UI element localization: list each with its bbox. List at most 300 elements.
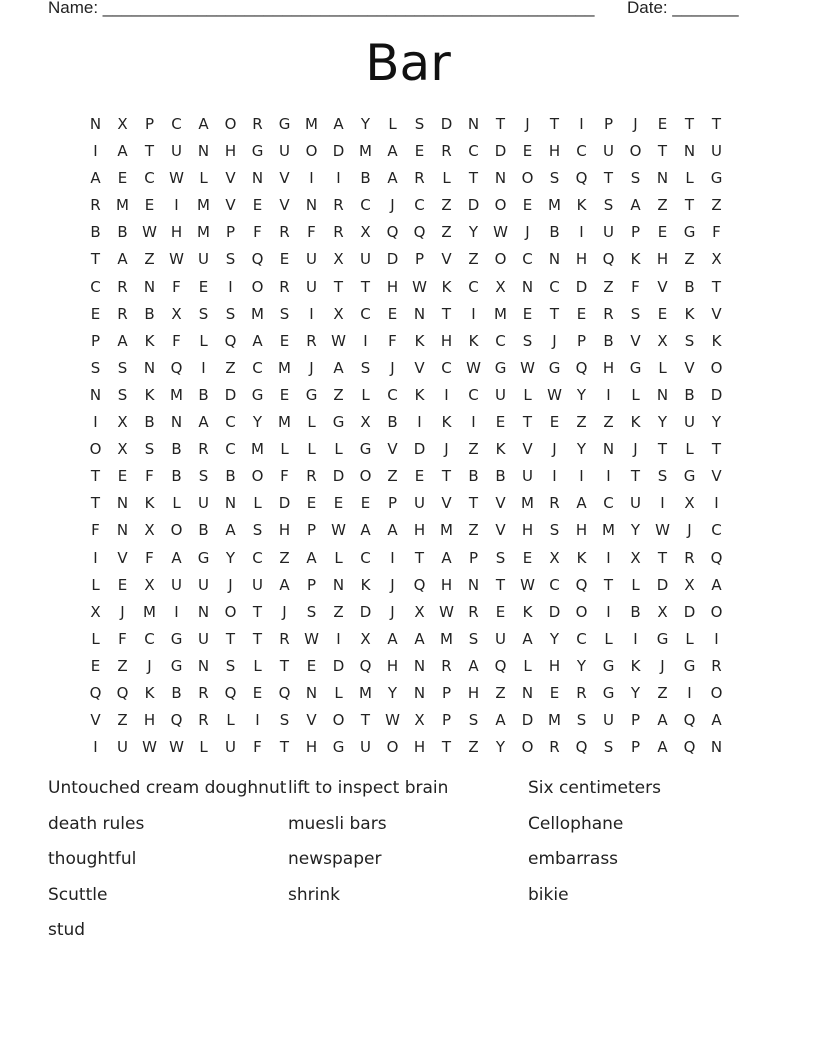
grid-letter[interactable]: G — [602, 656, 615, 675]
grid-letter[interactable]: V — [225, 196, 236, 215]
grid-letter[interactable]: I — [714, 629, 719, 648]
grid-letter[interactable]: U — [117, 738, 128, 757]
grid-letter[interactable]: Z — [468, 250, 479, 269]
grid-letter[interactable]: U — [198, 575, 209, 594]
grid-letter[interactable]: I — [606, 602, 611, 621]
grid-letter[interactable]: P — [144, 115, 155, 133]
grid-letter[interactable]: R — [252, 115, 263, 133]
grid-letter[interactable]: O — [629, 142, 642, 161]
grid-letter[interactable]: G — [710, 169, 723, 188]
grid-letter[interactable]: O — [170, 521, 183, 540]
grid-letter[interactable]: I — [579, 467, 584, 486]
grid-letter[interactable]: K — [468, 331, 479, 350]
grid-letter[interactable]: A — [171, 548, 182, 567]
grid-letter[interactable]: K — [495, 440, 506, 459]
grid-letter[interactable]: G — [197, 548, 210, 567]
grid-letter[interactable]: Z — [711, 196, 722, 215]
grid-letter[interactable]: F — [172, 277, 181, 296]
grid-letter[interactable]: Y — [387, 683, 398, 702]
grid-letter[interactable]: U — [684, 413, 695, 432]
grid-letter[interactable]: U — [414, 494, 425, 513]
grid-letter[interactable]: E — [144, 196, 155, 215]
grid-letter[interactable]: E — [117, 575, 128, 594]
grid-letter[interactable]: M — [197, 196, 210, 215]
grid-letter[interactable]: A — [90, 169, 101, 188]
grid-letter[interactable]: U — [360, 738, 371, 757]
grid-letter[interactable]: Y — [225, 548, 236, 567]
grid-letter[interactable]: R — [279, 629, 290, 648]
grid-letter[interactable]: N — [197, 602, 210, 621]
grid-letter[interactable]: I — [552, 467, 557, 486]
grid-letter[interactable]: Z — [117, 711, 128, 730]
grid-letter[interactable]: D — [278, 494, 291, 513]
grid-letter[interactable]: Y — [576, 385, 587, 404]
grid-letter[interactable]: G — [683, 467, 696, 486]
grid-letter[interactable]: I — [417, 413, 422, 432]
grid-letter[interactable]: S — [603, 196, 614, 215]
grid-letter[interactable]: L — [172, 494, 181, 513]
grid-letter[interactable]: P — [630, 711, 641, 730]
grid-letter[interactable]: E — [495, 602, 506, 621]
grid-letter[interactable]: C — [360, 304, 371, 323]
grid-letter[interactable]: B — [198, 385, 209, 404]
grid-letter[interactable]: A — [387, 169, 398, 188]
grid-letter[interactable]: K — [360, 575, 371, 594]
grid-letter[interactable]: Q — [683, 711, 696, 730]
grid-letter[interactable]: V — [711, 304, 722, 323]
grid-letter[interactable]: H — [305, 738, 318, 757]
grid-letter[interactable]: M — [170, 385, 183, 404]
grid-letter[interactable]: K — [414, 331, 425, 350]
grid-letter[interactable]: Q — [494, 656, 507, 675]
grid-letter[interactable]: O — [359, 467, 372, 486]
grid-letter[interactable]: J — [525, 223, 530, 242]
grid-letter[interactable]: A — [306, 548, 317, 567]
grid-letter[interactable]: I — [93, 142, 98, 161]
grid-letter[interactable]: T — [90, 494, 101, 513]
grid-letter[interactable]: J — [633, 440, 638, 459]
grid-letter[interactable]: Z — [333, 385, 344, 404]
grid-letter[interactable]: E — [90, 304, 101, 323]
grid-letter[interactable]: C — [576, 142, 587, 161]
grid-letter[interactable]: T — [279, 738, 290, 757]
grid-letter[interactable]: F — [91, 521, 100, 540]
grid-letter[interactable]: X — [171, 304, 182, 323]
grid-letter[interactable]: T — [684, 115, 695, 133]
grid-letter[interactable]: L — [307, 413, 316, 432]
grid-letter[interactable]: H — [602, 358, 615, 377]
grid-letter[interactable]: G — [332, 738, 345, 757]
grid-letter[interactable]: V — [306, 711, 317, 730]
grid-letter[interactable]: E — [90, 656, 101, 675]
grid-letter[interactable]: K — [576, 196, 587, 215]
grid-letter[interactable]: T — [441, 467, 452, 486]
grid-letter[interactable]: R — [279, 223, 290, 242]
grid-letter[interactable]: N — [494, 169, 507, 188]
grid-letter[interactable]: R — [603, 304, 614, 323]
grid-letter[interactable]: O — [710, 683, 723, 702]
grid-letter[interactable]: Z — [603, 277, 614, 296]
grid-letter[interactable]: K — [576, 548, 587, 567]
grid-letter[interactable]: M — [278, 413, 291, 432]
grid-letter[interactable]: A — [468, 656, 479, 675]
grid-letter[interactable]: J — [228, 575, 233, 594]
grid-letter[interactable]: W — [142, 223, 157, 242]
grid-letter[interactable]: E — [657, 304, 668, 323]
grid-letter[interactable]: A — [360, 521, 371, 540]
grid-letter[interactable]: L — [280, 440, 289, 459]
grid-letter[interactable]: K — [144, 385, 155, 404]
grid-letter[interactable]: M — [494, 304, 507, 323]
grid-letter[interactable]: Y — [549, 629, 560, 648]
grid-letter[interactable]: N — [656, 169, 669, 188]
grid-letter[interactable]: Y — [360, 115, 371, 133]
grid-letter[interactable]: X — [333, 304, 344, 323]
grid-letter[interactable]: U — [171, 575, 182, 594]
grid-letter[interactable]: U — [360, 250, 371, 269]
grid-letter[interactable]: W — [331, 521, 346, 540]
grid-letter[interactable]: E — [117, 169, 128, 188]
grid-letter[interactable]: Z — [468, 440, 479, 459]
grid-letter[interactable]: X — [684, 575, 695, 594]
grid-letter[interactable]: J — [633, 115, 638, 133]
grid-letter[interactable]: D — [413, 440, 426, 459]
grid-letter[interactable]: E — [198, 277, 209, 296]
grid-letter[interactable]: N — [413, 304, 426, 323]
grid-letter[interactable]: U — [522, 467, 533, 486]
grid-letter[interactable]: N — [656, 385, 669, 404]
grid-letter[interactable]: W — [466, 358, 481, 377]
grid-letter[interactable]: Q — [386, 223, 399, 242]
grid-letter[interactable]: B — [630, 602, 641, 621]
grid-letter[interactable]: Z — [144, 250, 155, 269]
grid-letter[interactable]: T — [711, 277, 722, 296]
grid-letter[interactable]: T — [414, 548, 425, 567]
grid-letter[interactable]: S — [657, 467, 668, 486]
grid-letter[interactable]: A — [198, 413, 209, 432]
grid-letter[interactable]: Y — [630, 683, 641, 702]
grid-letter[interactable]: E — [549, 413, 560, 432]
grid-letter[interactable]: T — [252, 629, 263, 648]
grid-letter[interactable]: C — [252, 358, 263, 377]
grid-letter[interactable]: W — [412, 277, 427, 296]
grid-letter[interactable]: B — [603, 331, 614, 350]
grid-letter[interactable]: Q — [170, 711, 183, 730]
grid-letter[interactable]: W — [142, 738, 157, 757]
grid-letter[interactable]: N — [602, 440, 615, 459]
grid-letter[interactable]: G — [656, 629, 669, 648]
grid-letter[interactable]: S — [225, 250, 236, 269]
grid-letter[interactable]: O — [224, 602, 237, 621]
grid-letter[interactable]: D — [656, 575, 669, 594]
grid-letter[interactable]: I — [93, 738, 98, 757]
grid-letter[interactable]: G — [251, 142, 264, 161]
grid-letter[interactable]: E — [495, 413, 506, 432]
grid-letter[interactable]: N — [116, 494, 129, 513]
grid-letter[interactable]: U — [306, 250, 317, 269]
grid-letter[interactable]: L — [388, 115, 397, 133]
grid-letter[interactable]: U — [495, 629, 506, 648]
grid-letter[interactable]: Z — [441, 223, 452, 242]
grid-letter[interactable]: E — [279, 250, 290, 269]
grid-letter[interactable]: S — [576, 711, 587, 730]
grid-letter[interactable]: V — [279, 196, 290, 215]
grid-letter[interactable]: R — [549, 494, 560, 513]
grid-letter[interactable]: X — [414, 602, 425, 621]
grid-letter[interactable]: D — [548, 602, 561, 621]
grid-letter[interactable]: U — [603, 223, 614, 242]
grid-letter[interactable]: X — [711, 250, 722, 269]
grid-letter[interactable]: E — [522, 142, 533, 161]
grid-letter[interactable]: P — [468, 548, 479, 567]
grid-letter[interactable]: L — [226, 711, 235, 730]
grid-letter[interactable]: Z — [333, 602, 344, 621]
grid-letter[interactable]: K — [144, 683, 155, 702]
grid-letter[interactable]: T — [360, 277, 371, 296]
grid-letter[interactable]: R — [198, 711, 209, 730]
grid-letter[interactable]: F — [307, 223, 316, 242]
grid-letter[interactable]: E — [306, 656, 317, 675]
grid-letter[interactable]: U — [306, 277, 317, 296]
grid-letter[interactable]: P — [225, 223, 236, 242]
grid-letter[interactable]: V — [684, 358, 695, 377]
grid-letter[interactable]: T — [657, 440, 668, 459]
grid-letter[interactable]: P — [603, 115, 614, 133]
grid-letter[interactable]: K — [630, 413, 641, 432]
grid-letter[interactable]: S — [468, 711, 479, 730]
grid-letter[interactable]: X — [360, 629, 371, 648]
grid-letter[interactable]: S — [117, 358, 128, 377]
grid-letter[interactable]: V — [90, 711, 101, 730]
grid-letter[interactable]: X — [495, 277, 506, 296]
grid-letter[interactable]: Q — [224, 331, 237, 350]
grid-letter[interactable]: B — [90, 223, 101, 242]
grid-letter[interactable]: X — [684, 494, 695, 513]
grid-letter[interactable]: G — [629, 358, 642, 377]
grid-letter[interactable]: D — [683, 602, 696, 621]
grid-letter[interactable]: X — [360, 413, 371, 432]
grid-letter[interactable]: U — [711, 142, 722, 161]
grid-letter[interactable]: M — [359, 683, 372, 702]
grid-letter[interactable]: D — [440, 115, 453, 133]
grid-letter[interactable]: C — [171, 115, 182, 133]
grid-letter[interactable]: B — [144, 304, 155, 323]
grid-letter[interactable]: C — [549, 277, 560, 296]
grid-letter[interactable]: F — [118, 629, 127, 648]
grid-letter[interactable]: H — [224, 142, 237, 161]
grid-letter[interactable]: I — [255, 711, 260, 730]
grid-letter[interactable]: M — [305, 115, 318, 133]
grid-letter[interactable]: E — [333, 494, 344, 513]
grid-letter[interactable]: U — [225, 738, 236, 757]
grid-letter[interactable]: W — [520, 575, 535, 594]
grid-letter[interactable]: T — [495, 115, 506, 133]
grid-letter[interactable]: V — [522, 440, 533, 459]
grid-letter[interactable]: K — [144, 494, 155, 513]
grid-letter[interactable]: U — [603, 142, 614, 161]
grid-letter[interactable]: L — [442, 169, 451, 188]
grid-letter[interactable]: T — [252, 602, 263, 621]
grid-letter[interactable]: P — [306, 575, 317, 594]
grid-letter[interactable]: J — [552, 331, 557, 350]
grid-letter[interactable]: Z — [684, 250, 695, 269]
grid-letter[interactable]: A — [198, 115, 209, 133]
grid-letter[interactable]: X — [144, 575, 155, 594]
grid-letter[interactable]: S — [414, 115, 425, 133]
grid-letter[interactable]: U — [252, 575, 263, 594]
grid-letter[interactable]: J — [390, 358, 395, 377]
grid-letter[interactable]: A — [711, 711, 722, 730]
grid-letter[interactable]: L — [631, 575, 640, 594]
grid-letter[interactable]: I — [579, 115, 584, 133]
grid-letter[interactable]: N — [332, 575, 345, 594]
grid-letter[interactable]: G — [602, 683, 615, 702]
grid-letter[interactable]: Z — [387, 467, 398, 486]
grid-letter[interactable]: R — [711, 656, 722, 675]
grid-letter[interactable]: J — [147, 656, 152, 675]
grid-letter[interactable]: S — [684, 331, 695, 350]
grid-letter[interactable]: R — [333, 223, 344, 242]
grid-letter[interactable]: Q — [575, 358, 588, 377]
grid-letter[interactable]: T — [279, 656, 290, 675]
grid-letter[interactable]: M — [143, 602, 156, 621]
grid-letter[interactable]: T — [90, 467, 101, 486]
grid-letter[interactable]: P — [90, 331, 101, 350]
grid-letter[interactable]: U — [603, 711, 614, 730]
grid-letter[interactable]: I — [390, 548, 395, 567]
grid-letter[interactable]: R — [198, 683, 209, 702]
grid-letter[interactable]: T — [441, 304, 452, 323]
grid-letter[interactable]: E — [306, 494, 317, 513]
grid-letter[interactable]: Z — [279, 548, 290, 567]
grid-letter[interactable]: V — [117, 548, 128, 567]
grid-letter[interactable]: Z — [468, 738, 479, 757]
grid-letter[interactable]: Y — [576, 656, 587, 675]
grid-letter[interactable]: S — [495, 548, 506, 567]
grid-letter[interactable]: E — [360, 494, 371, 513]
grid-letter[interactable]: F — [280, 467, 289, 486]
grid-letter[interactable]: F — [253, 223, 262, 242]
grid-letter[interactable]: E — [657, 223, 668, 242]
grid-letter[interactable]: I — [228, 277, 233, 296]
grid-letter[interactable]: Q — [116, 683, 129, 702]
grid-letter[interactable]: Q — [170, 358, 183, 377]
grid-letter[interactable]: U — [279, 142, 290, 161]
grid-letter[interactable]: V — [657, 277, 668, 296]
grid-letter[interactable]: J — [309, 358, 314, 377]
grid-letter[interactable]: F — [712, 223, 721, 242]
grid-letter[interactable]: L — [685, 169, 694, 188]
grid-letter[interactable]: A — [225, 521, 236, 540]
grid-letter[interactable]: L — [334, 548, 343, 567]
grid-letter[interactable]: I — [336, 629, 341, 648]
grid-letter[interactable]: T — [603, 575, 614, 594]
grid-letter[interactable]: T — [684, 196, 695, 215]
grid-letter[interactable]: O — [710, 602, 723, 621]
grid-letter[interactable]: C — [576, 629, 587, 648]
grid-letter[interactable]: M — [548, 196, 561, 215]
grid-letter[interactable]: Q — [224, 683, 237, 702]
grid-letter[interactable]: L — [523, 656, 532, 675]
grid-letter[interactable]: Q — [575, 575, 588, 594]
grid-letter[interactable]: T — [549, 115, 560, 133]
grid-letter[interactable]: S — [252, 521, 263, 540]
grid-letter[interactable]: P — [630, 223, 641, 242]
grid-letter[interactable]: O — [224, 115, 237, 133]
grid-letter[interactable]: R — [441, 142, 452, 161]
grid-letter[interactable]: L — [199, 331, 208, 350]
grid-letter[interactable]: J — [390, 196, 395, 215]
grid-letter[interactable]: M — [197, 223, 210, 242]
date-field-label[interactable]: Date: _______ — [627, 0, 739, 17]
grid-letter[interactable]: E — [279, 331, 290, 350]
grid-letter[interactable]: M — [602, 521, 615, 540]
grid-letter[interactable]: H — [386, 656, 399, 675]
grid-letter[interactable]: R — [198, 440, 209, 459]
grid-letter[interactable]: L — [307, 440, 316, 459]
grid-letter[interactable]: A — [630, 196, 641, 215]
grid-letter[interactable]: V — [414, 358, 425, 377]
grid-letter[interactable]: O — [521, 169, 534, 188]
grid-letter[interactable]: L — [199, 169, 208, 188]
grid-letter[interactable]: M — [440, 521, 453, 540]
grid-letter[interactable]: Y — [576, 440, 587, 459]
grid-letter[interactable]: B — [468, 467, 479, 486]
grid-letter[interactable]: O — [710, 358, 723, 377]
grid-letter[interactable]: B — [171, 683, 182, 702]
grid-letter[interactable]: T — [549, 304, 560, 323]
grid-letter[interactable]: Z — [225, 358, 236, 377]
grid-letter[interactable]: E — [657, 115, 668, 133]
grid-letter[interactable]: K — [522, 602, 533, 621]
grid-letter[interactable]: A — [387, 521, 398, 540]
grid-letter[interactable]: A — [117, 331, 128, 350]
grid-letter[interactable]: K — [144, 331, 155, 350]
grid-letter[interactable]: W — [169, 169, 184, 188]
grid-letter[interactable]: F — [388, 331, 397, 350]
grid-letter[interactable]: V — [279, 169, 290, 188]
grid-letter[interactable]: J — [120, 602, 125, 621]
grid-letter[interactable]: Z — [603, 413, 614, 432]
grid-letter[interactable]: P — [441, 711, 452, 730]
grid-letter[interactable]: V — [495, 521, 506, 540]
grid-letter[interactable]: X — [360, 223, 371, 242]
grid-letter[interactable]: N — [197, 142, 210, 161]
grid-letter[interactable]: X — [117, 440, 128, 459]
grid-letter[interactable]: S — [522, 331, 533, 350]
grid-letter[interactable]: R — [684, 548, 695, 567]
grid-letter[interactable]: N — [521, 683, 534, 702]
grid-letter[interactable]: V — [225, 169, 236, 188]
grid-letter[interactable]: I — [606, 548, 611, 567]
grid-letter[interactable]: R — [414, 169, 425, 188]
grid-letter[interactable]: I — [687, 683, 692, 702]
grid-letter[interactable]: B — [684, 385, 695, 404]
grid-letter[interactable]: B — [360, 169, 371, 188]
grid-letter[interactable]: B — [198, 521, 209, 540]
grid-letter[interactable]: R — [90, 196, 101, 215]
grid-letter[interactable]: Y — [252, 413, 263, 432]
grid-letter[interactable]: X — [657, 331, 668, 350]
grid-letter[interactable]: W — [520, 358, 535, 377]
grid-letter[interactable]: D — [494, 142, 507, 161]
grid-letter[interactable]: M — [548, 711, 561, 730]
grid-letter[interactable]: A — [387, 142, 398, 161]
grid-letter[interactable]: J — [552, 440, 557, 459]
grid-letter[interactable]: W — [655, 521, 670, 540]
grid-letter[interactable]: R — [117, 304, 128, 323]
grid-letter[interactable]: H — [413, 521, 426, 540]
